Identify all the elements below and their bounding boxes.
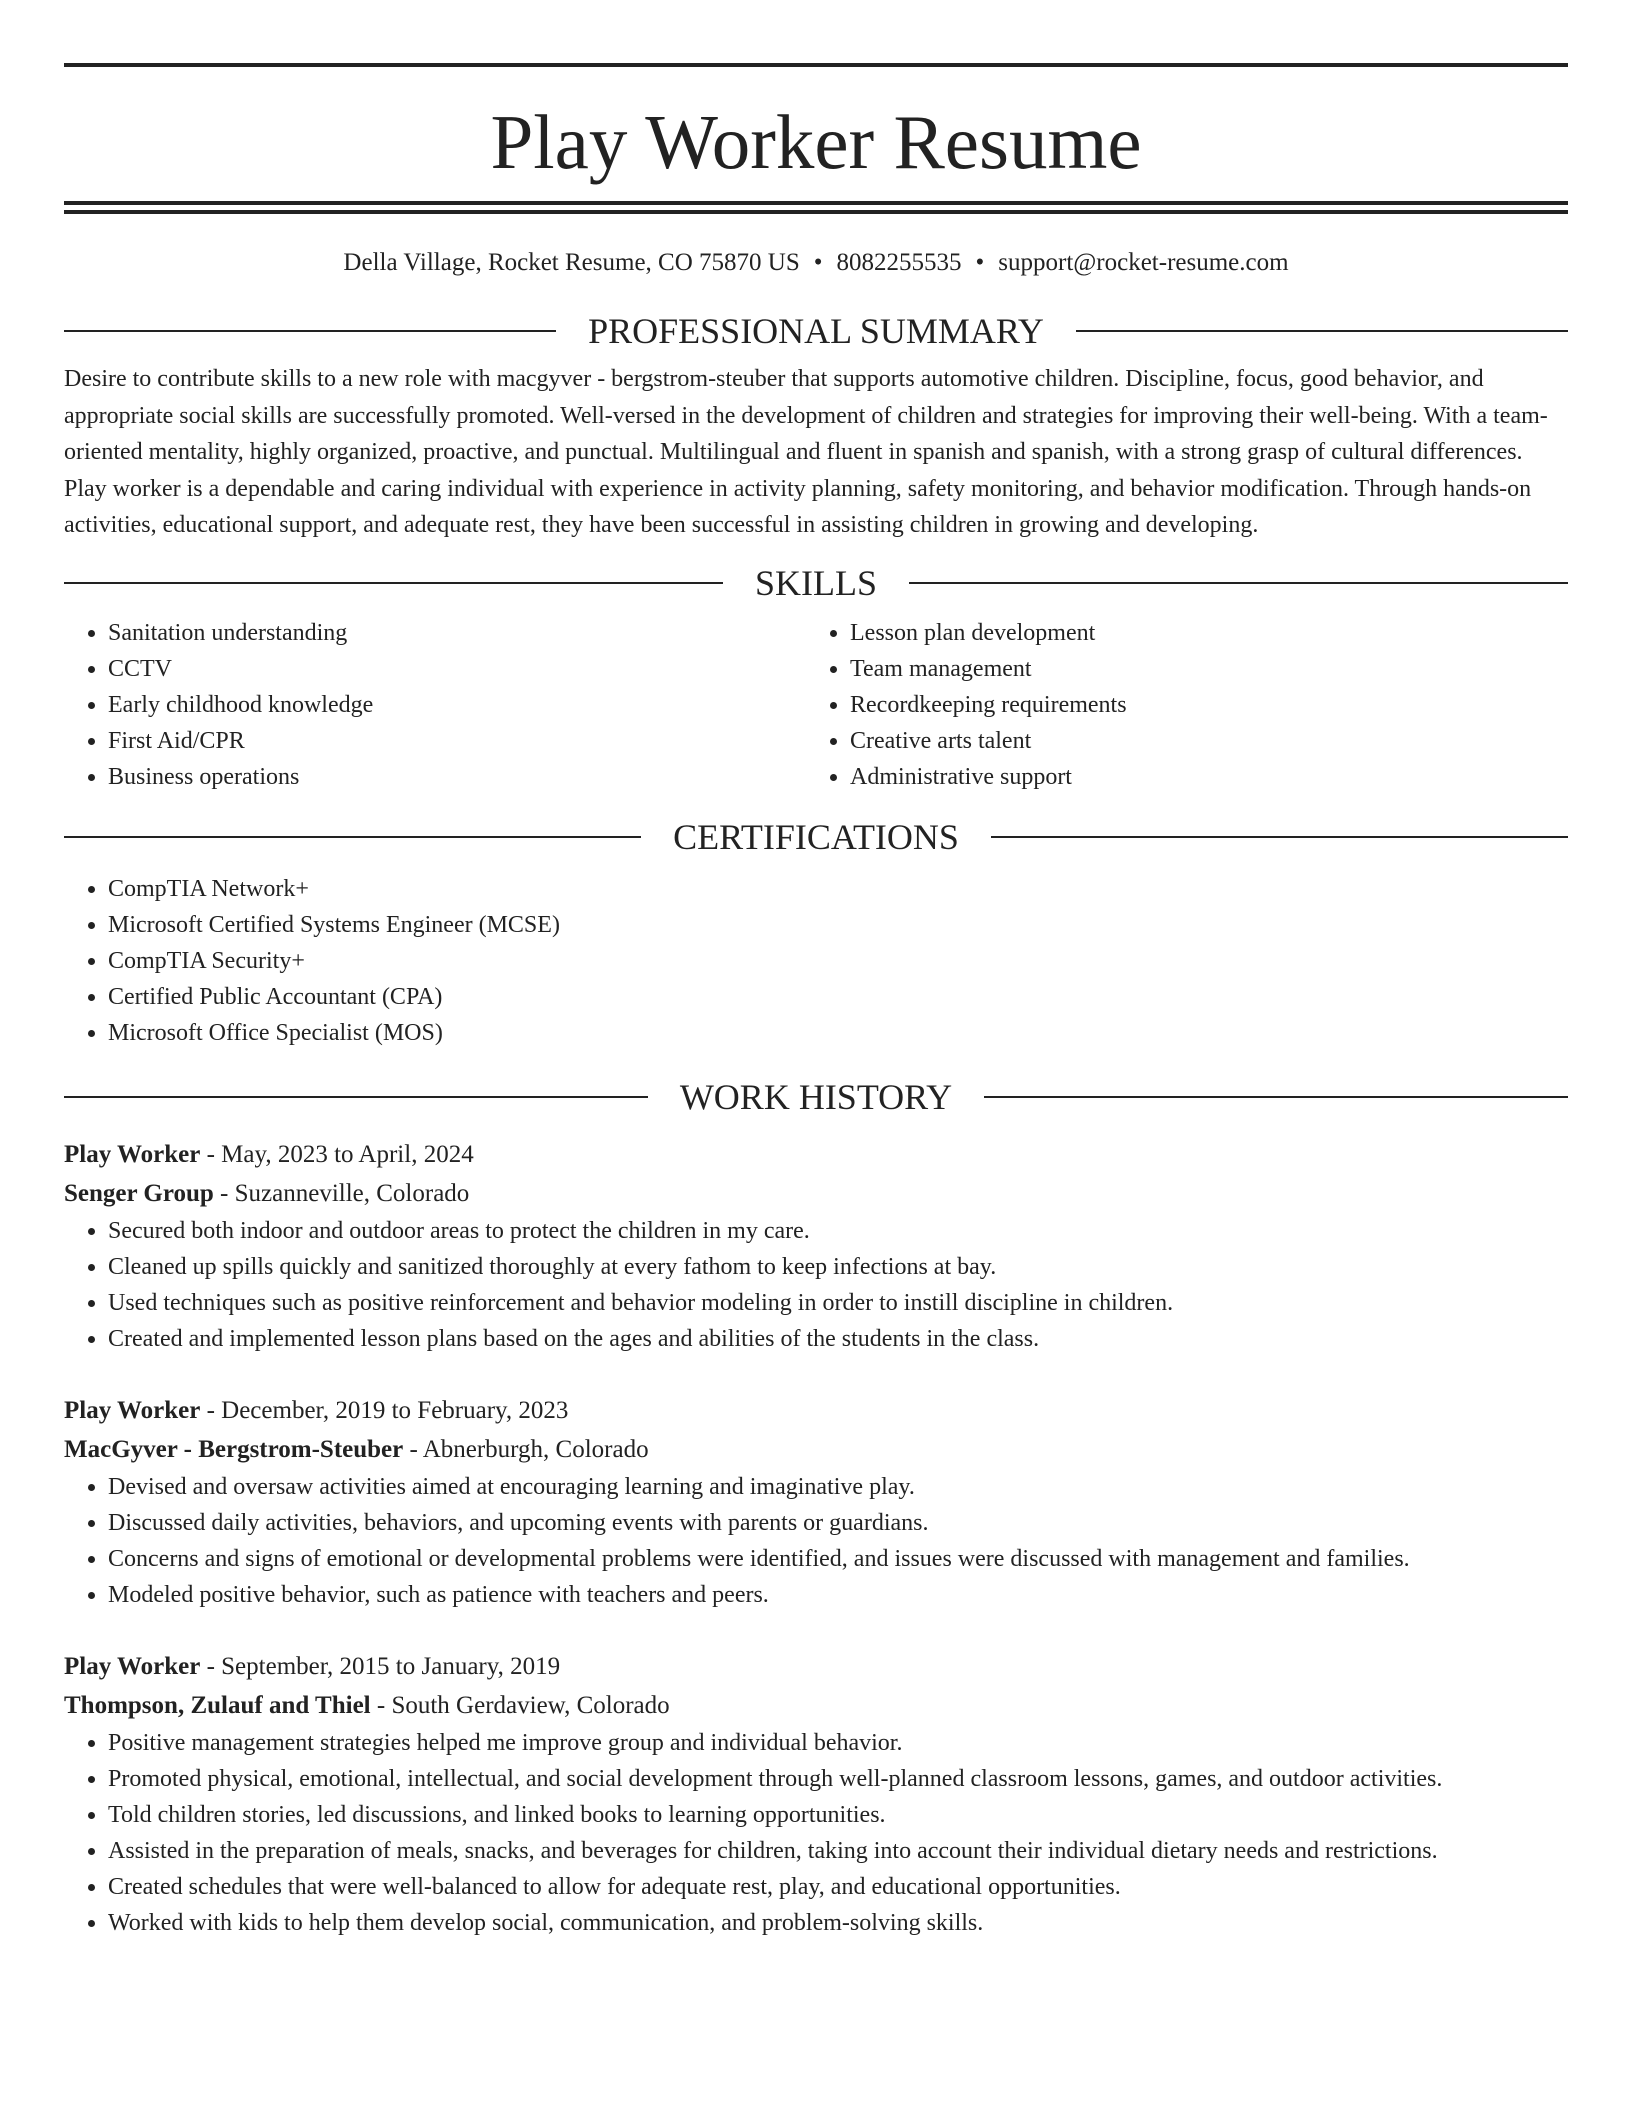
job-entry [64, 1391, 1568, 1613]
contact-address: Della Village, Rocket Resume, CO 75870 US [343, 249, 800, 276]
job-company-line [64, 1686, 1568, 1725]
job-location: - Suzanneville, Colorado [213, 1179, 470, 1207]
contact-email: support@rocket-resume.com [998, 249, 1289, 276]
contact-separator: • [813, 249, 823, 276]
skill-item: • First Aid/CPR [108, 723, 806, 759]
job-duty-item: • Devised and oversaw activities aimed at encouraging learning and imaginative play. [108, 1469, 1568, 1505]
job-duties-list [64, 1725, 1568, 1941]
skill-item: • Early childhood knowledge [108, 687, 806, 723]
job-role: Play Worker [64, 1652, 201, 1680]
job-dates: - December, 2019 to February, 2023 [200, 1396, 569, 1424]
job-company: Senger Group [64, 1179, 214, 1207]
certification-item: • CompTIA Network+ [108, 871, 1568, 907]
job-company: Thompson, Zulauf and Thiel [64, 1691, 371, 1719]
job-company-line [64, 1430, 1568, 1469]
contact-phone: 8082255535 [836, 249, 962, 276]
skill-item: • CCTV [108, 651, 806, 687]
job-role: Play Worker [64, 1140, 201, 1168]
job-duty-item: • Used techniques such as positive reinforcement and behavior modeling in order to instill discipline in children. [108, 1285, 1568, 1321]
job-duty-item: • Discussed daily activities, behaviors, and upcoming events with parents or guardians. [108, 1505, 1568, 1541]
job-role-line [64, 1647, 1568, 1686]
skills-right-column [806, 615, 1548, 795]
work-history-list [64, 1135, 1568, 1941]
certification-item: • Microsoft Certified Systems Engineer (MCSE) [108, 907, 1568, 943]
skills-left-column [64, 615, 806, 795]
skill-item: • Recordkeeping requirements [850, 687, 1548, 723]
job-duty-item: • Told children stories, led discussions, and linked books to learning opportunities. [108, 1797, 1568, 1833]
job-entry [64, 1647, 1568, 1941]
job-role-line [64, 1391, 1568, 1430]
skills-heading-label: SKILLS [755, 562, 878, 603]
summary-heading [64, 309, 1568, 353]
certifications-list [64, 871, 1568, 1051]
job-entry [64, 1135, 1568, 1357]
certification-item: • CompTIA Security+ [108, 943, 1568, 979]
job-location: - South Gerdaview, Colorado [370, 1691, 670, 1719]
job-duties-list [64, 1469, 1568, 1613]
job-duty-item: • Positive management strategies helped me improve group and individual behavior. [108, 1725, 1568, 1761]
job-duty-item: • Cleaned up spills quickly and sanitized thoroughly at every fathom to keep infections at bay. [108, 1249, 1568, 1285]
job-duty-item: • Concerns and signs of emotional or developmental problems were identified, and issues were discussed with management and families. [108, 1541, 1568, 1577]
job-company: MacGyver - Bergstrom-Steuber [64, 1435, 404, 1463]
job-location: - Abnerburgh, Colorado [403, 1435, 649, 1463]
job-duty-item: • Worked with kids to help them develop social, communication, and problem-solving skills. [108, 1905, 1568, 1941]
skill-item: • Team management [850, 651, 1548, 687]
certifications-heading-label: CERTIFICATIONS [673, 816, 959, 857]
job-duty-item: • Promoted physical, emotional, intellectual, and social development through well-planned classroom lessons, games, and outdoor activities. [108, 1761, 1568, 1797]
job-duty-item: • Created schedules that were well-balanced to allow for adequate rest, play, and educational opportunities. [108, 1869, 1568, 1905]
summary-heading-label: PROFESSIONAL SUMMARY [588, 311, 1044, 351]
resume-title: Play Worker Resume [490, 99, 1142, 185]
job-duty-item: • Secured both indoor and outdoor areas to protect the children in my care. [108, 1213, 1568, 1249]
job-duty-item: • Created and implemented lesson plans based on the ages and abilities of the students in the class. [108, 1321, 1568, 1357]
skill-item: • Sanitation understanding [108, 615, 806, 651]
work-history-heading [64, 1075, 1568, 1119]
job-dates: - September, 2015 to January, 2019 [200, 1652, 561, 1680]
title-double-rule [64, 201, 1568, 214]
skill-item: • Administrative support [850, 759, 1548, 795]
skills-list [64, 615, 1568, 795]
job-role: Play Worker [64, 1396, 201, 1424]
certification-item: • Certified Public Accountant (CPA) [108, 979, 1568, 1015]
job-dates: - May, 2023 to April, 2024 [200, 1140, 474, 1168]
work-history-heading-label: WORK HISTORY [679, 1076, 953, 1117]
contact-separator: • [975, 249, 985, 276]
job-duty-item: • Assisted in the preparation of meals, snacks, and beverages for children, taking into account their individual dietary needs and restrictions. [108, 1833, 1568, 1869]
job-company-line [64, 1174, 1568, 1213]
resume-page [64, 0, 1568, 1941]
skill-item: • Lesson plan development [850, 615, 1548, 651]
job-duties-list [64, 1213, 1568, 1357]
job-role-line [64, 1135, 1568, 1174]
certifications-heading [64, 815, 1568, 859]
skills-heading [64, 561, 1568, 605]
certification-item: • Microsoft Office Specialist (MOS) [108, 1015, 1568, 1051]
skill-item: • Creative arts talent [850, 723, 1548, 759]
top-rule [64, 63, 1568, 67]
contact-line [64, 248, 1568, 278]
skill-item: • Business operations [108, 759, 806, 795]
summary-text: Desire to contribute skills to a new role with macgyver - bergstrom-steuber that supports automotive children. Discipline, focus, good behavior, and appropriate social skills are successfully promoted. Well-versed in the development of children and strategies for improving their well-being. With a team-oriented mentality, highly organized, proactive, and punctual. Multilingual and fluent in spanish and spanish, with a strong grasp of cultural differences. Play worker is a dependable and caring individual with experience in activity planning, safety monitoring, and behavior modification. Through hands-on activities, educational support, and adequate rest, they have been successful in assisting children in growing and developing. [64, 366, 1548, 538]
job-duty-item: • Modeled positive behavior, such as patience with teachers and peers. [108, 1577, 1568, 1613]
